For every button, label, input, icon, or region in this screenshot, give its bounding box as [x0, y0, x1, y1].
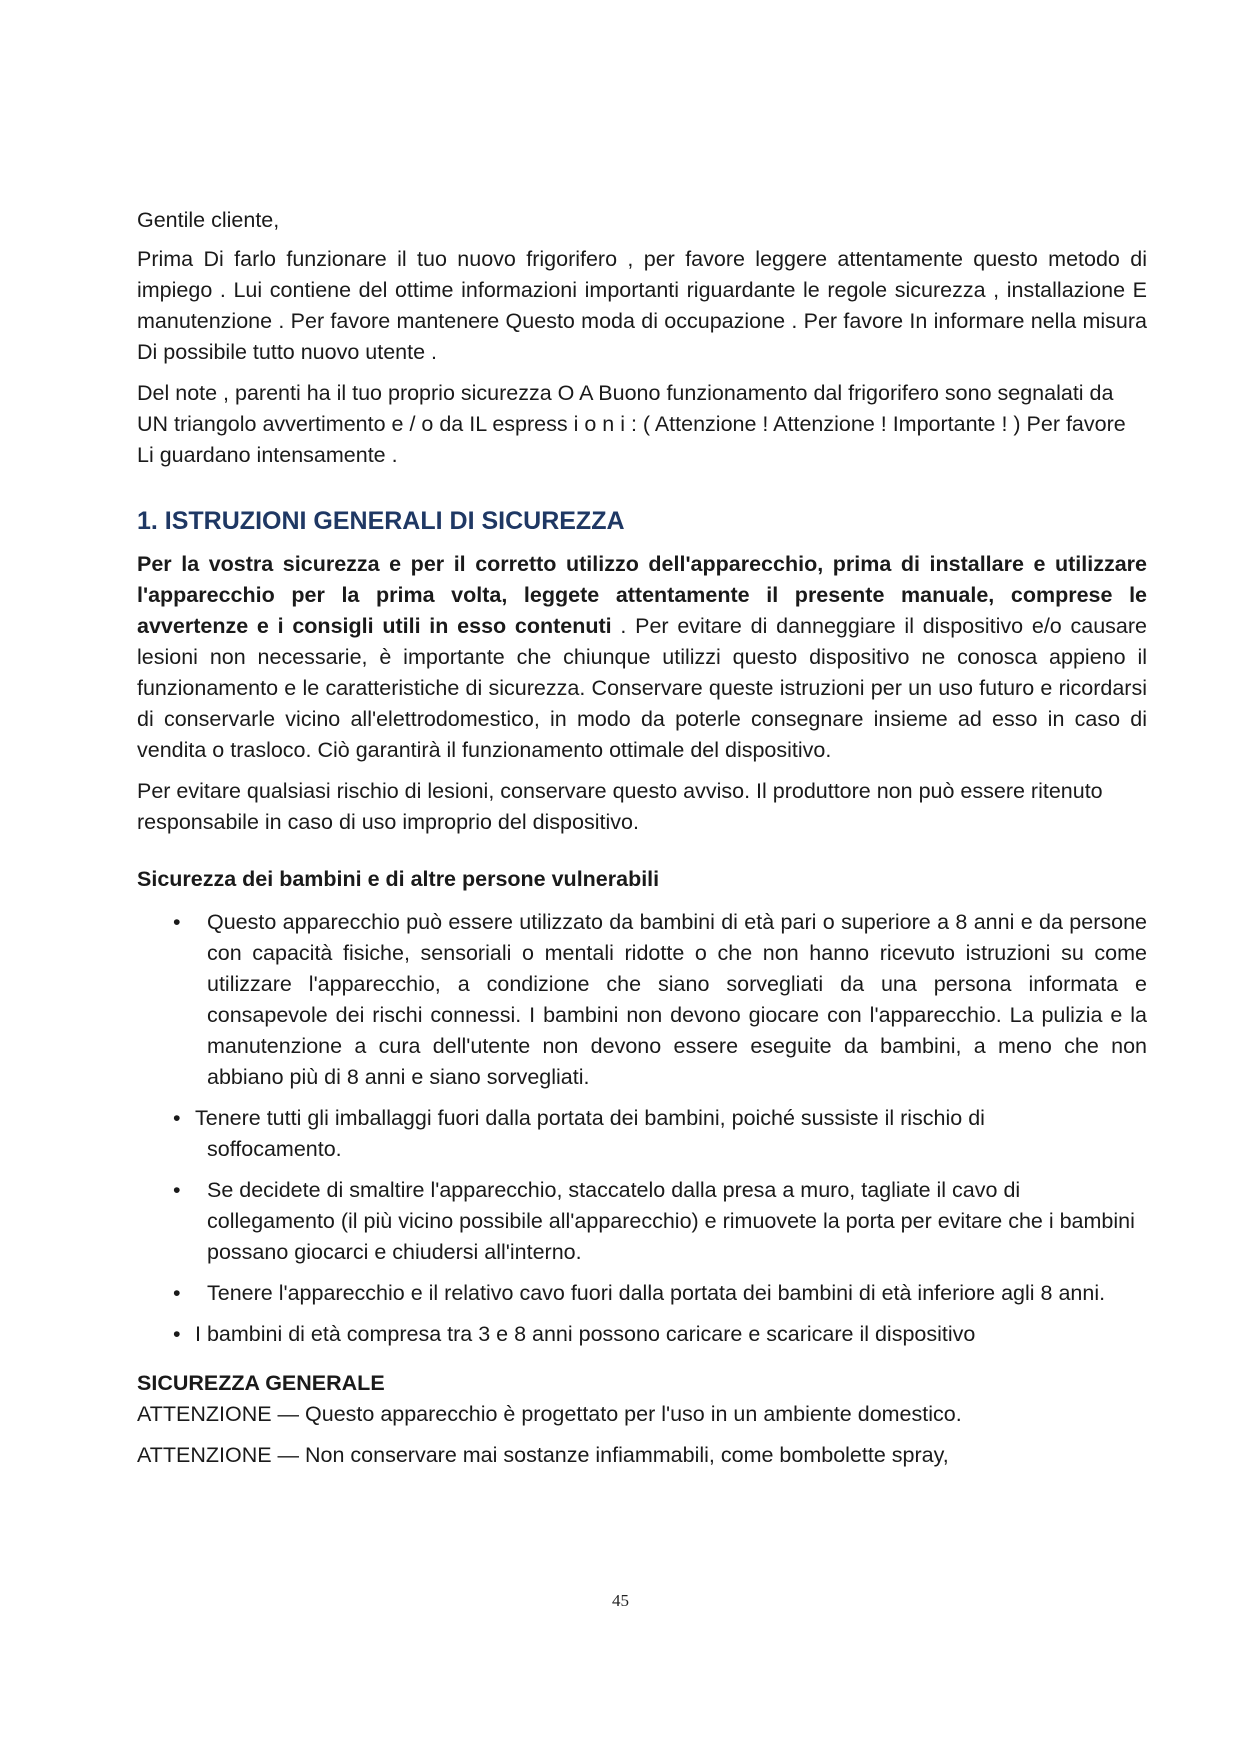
- bullet-icon: •: [173, 910, 181, 934]
- children-safety-title: Sicurezza dei bambini e di altre persone vulnerabili: [137, 867, 660, 891]
- children-safety-list: [137, 907, 1147, 1350]
- section-1-lead-rest: . Per evitare di danneggiare il dispositivo e/o causare lesioni non necessarie, è importante che chiunque utilizzi questo dispositivo ne conosca appieno il funzionamento e le caratteristiche di sicurezza. Conservare queste istruzioni per un uso futuro e ricordarsi di conservarle vicino all'elettrodomestico, in modo da poterle consegnare insieme ad esso in caso di vendita o trasloco. Ciò garantirà il funzionamento ottimale del dispositivo.: [137, 614, 1147, 762]
- section-1-lead-paragraph: [137, 549, 1147, 766]
- intro-paragraph-1: Prima Di farlo funzionare il tuo nuovo frigorifero , per favore leggere attentamente questo metodo di impiego . Lui contiene del ottime informazioni importanti riguardante le regole sicurezza , installazione E manutenzione . Per favore mantenere Questo moda di occupazione . Per favore In informare nella misura Di possibile tutto nuovo utente .: [137, 247, 1147, 364]
- salutation: Gentile cliente,: [137, 208, 280, 232]
- general-safety-line-1: ATTENZIONE — Questo apparecchio è progettato per l'uso in un ambiente domestico.: [137, 1402, 962, 1426]
- list-item-text: I bambini di età compresa tra 3 e 8 anni possono caricare e scaricare il dispositivo: [195, 1322, 976, 1346]
- page-content: [137, 205, 1147, 1471]
- list-item-text: Se decidete di smaltire l'apparecchio, staccatelo dalla presa a muro, tagliate il cavo di collegamento (il più vicino possibile all'apparecchio) e rimuovete la porta per evitare che i bambini possano giocarci e chiudersi all'interno.: [207, 1178, 1135, 1264]
- list-item: [137, 907, 1147, 1093]
- bullet-icon: •: [173, 1178, 181, 1202]
- page-number: 45: [612, 1591, 629, 1610]
- list-item: [137, 1103, 1147, 1165]
- list-item-text: Questo apparecchio può essere utilizzato da bambini di età pari o superiore a 8 anni e da persone con capacità fisiche, sensoriali o mentali ridotte o che non hanno ricevuto istruzioni su come utilizzare l'apparecchio, a condizione che siano sorvegliati da una persona informata e consapevole dei rischi connessi. I bambini non devono giocare con l'apparecchio. La pulizia e la manutenzione a cura dell'utente non devono essere eseguite da bambini, a meno che non abbiano più di 8 anni e siano sorvegliati.: [207, 910, 1147, 1089]
- section-title-general-safety-instructions: 1. ISTRUZIONI GENERALI DI SICUREZZA: [137, 507, 625, 535]
- intro-paragraph-2: Del note , parenti ha il tuo proprio sicurezza O A Buono funzionamento dal frigorifero sono segnalati da UN triangolo avvertimento e / o da IL espress i o n i : ( Attenzione ! Attenzione ! Importante ! ) Per favore Li guardano intensamente .: [137, 381, 1126, 467]
- list-item: [137, 1319, 1147, 1350]
- general-safety-title: SICUREZZA GENERALE: [137, 1371, 385, 1395]
- list-item-text: Tenere l'apparecchio e il relativo cavo fuori dalla portata dei bambini di età inferiore agli 8 anni.: [207, 1281, 1106, 1305]
- section-1-paragraph-2: Per evitare qualsiasi rischio di lesioni, conservare questo avviso. Il produttore non può essere ritenuto responsabile in caso di uso improprio del dispositivo.: [137, 779, 1103, 834]
- bullet-icon: •: [173, 1281, 181, 1305]
- list-item: [137, 1278, 1147, 1309]
- list-item-text: Tenere tutti gli imballaggi fuori dalla portata dei bambini, poiché sussiste il rischio di: [195, 1106, 985, 1130]
- section-1-lead-bold: Per la vostra sicurezza e per il corretto utilizzo dell'apparecchio, prima di installare e utilizzare l'apparecchio per la prima volta, leggete attentamente il presente manuale, comprese le avvertenze e i consigli utili in esso contenuti: [137, 552, 1147, 638]
- bullet-icon: •: [173, 1106, 181, 1130]
- list-item-text-continuation: soffocamento.: [207, 1137, 342, 1161]
- list-item: [137, 1175, 1147, 1268]
- bullet-icon: •: [173, 1322, 181, 1346]
- general-safety-line-2: ATTENZIONE — Non conservare mai sostanze infiammabili, come bombolette spray,: [137, 1443, 949, 1467]
